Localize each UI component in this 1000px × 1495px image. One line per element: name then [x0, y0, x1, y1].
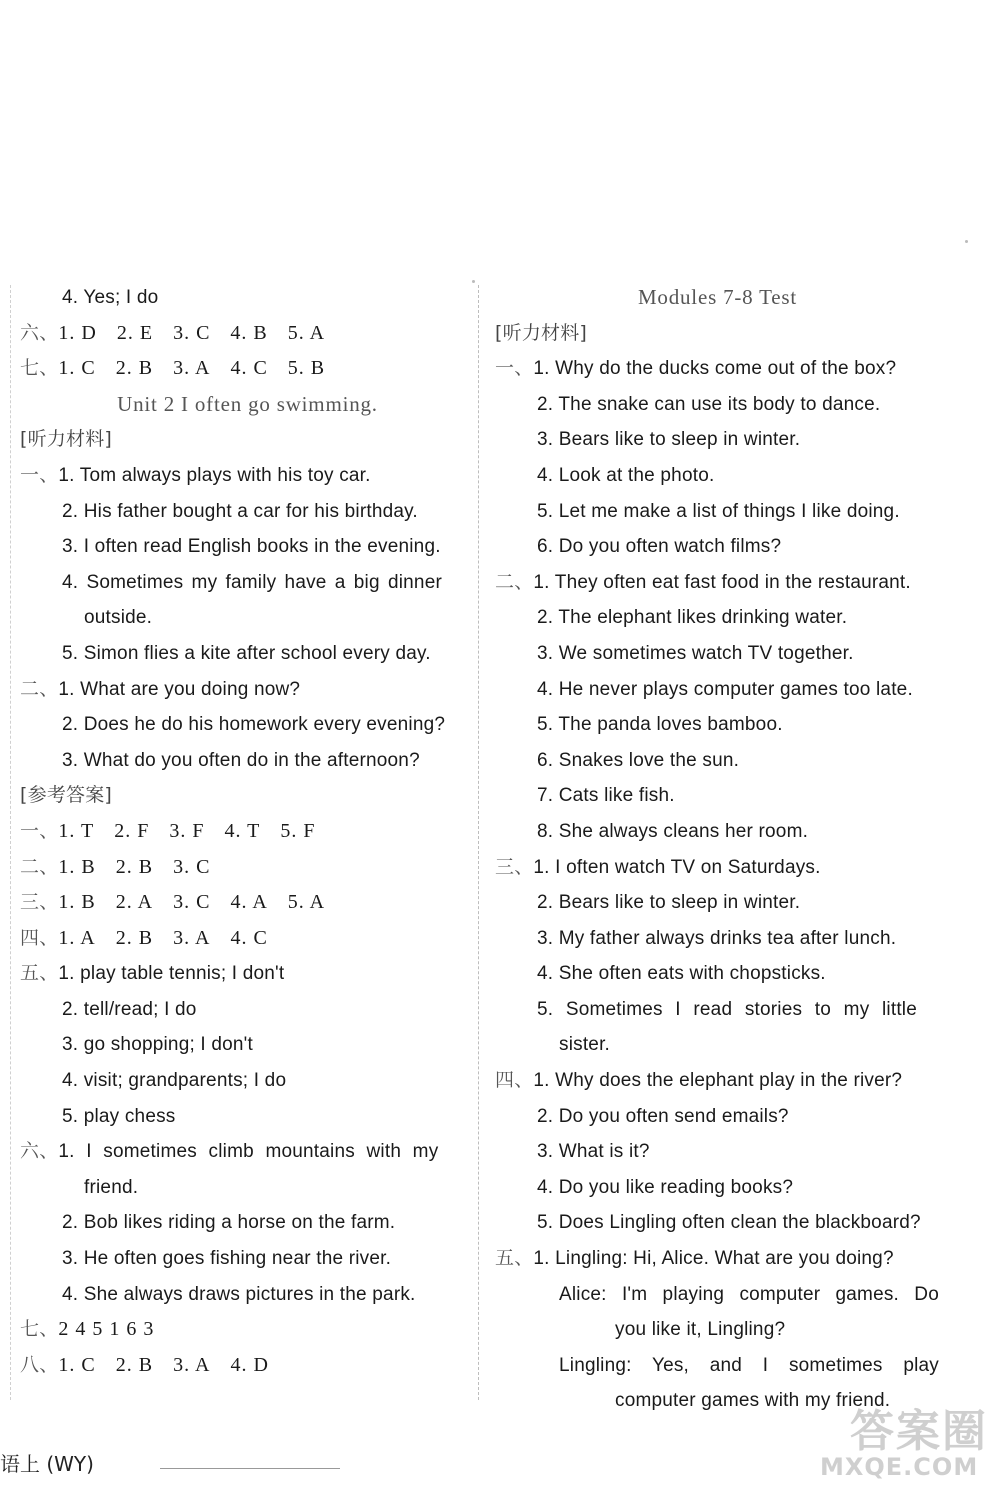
line-text: computer games with my friend. [615, 1390, 891, 1412]
answer-row [20, 1312, 475, 1348]
text-line [20, 280, 475, 316]
answer-item: 2 4 5 1 6 3 [58, 1318, 155, 1341]
text-line [20, 494, 475, 530]
line-text: 2. Does he do his homework every evening? [62, 714, 446, 736]
answer-item: 3. A [173, 926, 211, 949]
line-text: 5. Simon flies a kite after school every day. [62, 642, 431, 664]
line-text: 1. I sometimes climb mountains with my [58, 1141, 439, 1163]
answer-row [20, 885, 475, 921]
answer-item: 3. A [173, 1353, 211, 1376]
question-number-marker: 二、 [20, 855, 59, 878]
question-number-marker: 五、 [20, 962, 59, 985]
answer-item: 2. B [115, 1353, 154, 1376]
page-footer: 语上 (WY) [0, 1452, 94, 1476]
line-text: Alice: I'm playing computer games. Do [559, 1283, 939, 1305]
line-text: 2. Bob likes riding a horse on the farm. [62, 1212, 396, 1234]
section-title: Unit 2 I often go swimming. [117, 391, 378, 416]
answer-item: 2. B [115, 357, 154, 380]
answer-row [20, 814, 475, 850]
text-line [495, 387, 940, 423]
answer-item: 5. F [280, 819, 316, 842]
answer-row [20, 316, 475, 352]
line-text: 6. Do you often watch films? [537, 536, 782, 558]
label-text: [参考答案] [20, 784, 113, 807]
answer-item: 1. A [58, 926, 96, 949]
question-number-marker: 四、 [495, 1069, 534, 1092]
line-text: 5. Let me make a list of things I like doing. [537, 500, 900, 522]
question-number-marker: 二、 [20, 677, 59, 700]
answer-item: 5. B [287, 357, 326, 380]
blank-page-top [0, 0, 1000, 270]
text-line [495, 885, 940, 921]
section-title: Modules 7-8 Test [637, 285, 798, 309]
section-label [495, 316, 940, 352]
answer-item: 3. F [169, 819, 205, 842]
line-text: 3. What do you often do in the afternoon? [62, 749, 420, 771]
text-line [20, 636, 475, 672]
line-text: you like it, Lingling? [615, 1319, 786, 1341]
line-text: 3. go shopping; I don't [62, 1034, 253, 1056]
line-text: 7. Cats like fish. [537, 785, 675, 807]
section-label [20, 778, 475, 814]
text-line [495, 529, 940, 565]
text-line [20, 458, 475, 494]
text-line [495, 1241, 940, 1277]
footer-rule [160, 1468, 340, 1469]
answer-row [20, 1348, 475, 1384]
line-text: friend. [84, 1176, 139, 1198]
text-line [495, 850, 940, 886]
text-line [495, 672, 940, 708]
answer-item: 2. F [114, 819, 150, 842]
answer-item: 1. B [58, 891, 96, 914]
question-number-marker: 七、 [20, 1318, 59, 1341]
line-text: 5. Does Lingling often clean the blackboard? [537, 1212, 921, 1234]
text-line [495, 1277, 940, 1313]
line-text: outside. [84, 607, 153, 629]
text-line [495, 422, 940, 458]
text-line [495, 1027, 940, 1063]
answer-item: 4. A [230, 891, 268, 914]
text-line [495, 707, 940, 743]
line-text: 4. She often eats with chopsticks. [537, 963, 826, 985]
line-text: 1. Lingling: Hi, Alice. What are you doing? [533, 1248, 894, 1270]
answer-item: 5. A [287, 891, 326, 914]
line-text: 2. tell/read; I do [62, 998, 197, 1020]
answer-row [20, 921, 475, 957]
text-line [495, 1348, 940, 1384]
question-number-marker: 三、 [20, 891, 59, 914]
text-line [495, 351, 940, 387]
answer-group [58, 1318, 174, 1340]
left-margin-line [10, 285, 11, 1400]
text-line [495, 1170, 940, 1206]
text-line [20, 1170, 475, 1206]
answer-group [58, 820, 335, 842]
line-text: 2. Do you often send emails? [537, 1105, 789, 1127]
text-line [495, 743, 940, 779]
text-line [20, 600, 475, 636]
column-divider [478, 285, 479, 1400]
text-line [20, 956, 475, 992]
line-text: 3. He often goes fishing near the river. [62, 1248, 392, 1270]
text-line [20, 743, 475, 779]
line-text: 1. What are you doing now? [58, 678, 301, 700]
answer-item: 4. T [224, 819, 261, 842]
text-line [20, 1027, 475, 1063]
answer-item: 2. B [115, 855, 154, 878]
scan-speck [965, 240, 968, 243]
answer-item: 1. C [58, 1353, 96, 1376]
answer-item: 1. B [58, 855, 96, 878]
text-line [20, 565, 475, 601]
answer-group [58, 891, 345, 913]
text-line [495, 636, 940, 672]
line-text: 4. Sometimes my family have a big dinner [62, 571, 442, 593]
answer-item: 5. A [287, 321, 326, 344]
question-number-marker: 六、 [20, 1140, 59, 1163]
text-line [495, 956, 940, 992]
text-line [495, 1063, 940, 1099]
question-number-marker: 一、 [495, 357, 534, 380]
answer-item: 4. D [230, 1353, 269, 1376]
answer-item: 2. E [116, 321, 154, 344]
line-text: sister. [559, 1034, 611, 1056]
line-text: 2. Bears like to sleep in winter. [537, 892, 801, 914]
answer-group [58, 1354, 288, 1376]
line-text: 2. His father bought a car for his birthday. [62, 500, 418, 522]
question-number-marker: 一、 [20, 819, 59, 842]
line-text: 1. Tom always plays with his toy car. [58, 464, 371, 486]
answer-group [58, 357, 345, 379]
answer-group [58, 856, 230, 878]
label-text: [听力材料] [20, 428, 113, 451]
right-column [495, 280, 940, 1419]
question-number-marker: 四、 [20, 926, 59, 949]
line-text: 6. Snakes love the sun. [537, 749, 740, 771]
line-text: Lingling: Yes, and I sometimes play [559, 1354, 939, 1376]
answer-item: 3. A [173, 357, 211, 380]
text-line [495, 921, 940, 957]
line-text: 4. Look at the photo. [537, 464, 715, 486]
answer-item: 1. C [58, 357, 96, 380]
line-text: 2. The elephant likes drinking water. [537, 607, 848, 629]
left-column [20, 280, 475, 1383]
answer-group [58, 322, 345, 344]
line-text: 8. She always cleans her room. [537, 820, 809, 842]
label-text: [听力材料] [495, 321, 588, 344]
text-line [20, 707, 475, 743]
line-text: 3. My father always drinks tea after lunch. [537, 927, 897, 949]
watermark-sub: MXQE.COM [820, 1453, 979, 1481]
line-text: 3. I often read English books in the evening. [62, 536, 441, 558]
line-text: 4. visit; grandparents; I do [62, 1070, 287, 1092]
line-text: 5. The panda loves bamboo. [537, 714, 783, 736]
text-line [20, 672, 475, 708]
text-line [20, 529, 475, 565]
text-line [495, 1205, 940, 1241]
line-text: 1. Why does the elephant play in the river? [533, 1070, 903, 1092]
answer-item: 2. A [115, 891, 154, 914]
text-line [495, 458, 940, 494]
answer-item: 1. T [58, 819, 95, 842]
text-line [20, 1134, 475, 1170]
question-number-marker: 一、 [20, 463, 59, 486]
answer-group [58, 927, 287, 949]
text-line [495, 1312, 940, 1348]
text-line [495, 1134, 940, 1170]
text-line [20, 1063, 475, 1099]
text-line [495, 494, 940, 530]
text-line [495, 814, 940, 850]
question-number-marker: 六、 [20, 321, 59, 344]
text-line [20, 1099, 475, 1135]
line-text: 5. play chess [62, 1105, 176, 1127]
answer-item: 3. C [173, 321, 211, 344]
text-line [20, 1205, 475, 1241]
text-line [495, 1099, 940, 1135]
line-text: 3. What is it? [537, 1141, 650, 1163]
text-line [20, 992, 475, 1028]
line-text: 4. She always draws pictures in the park. [62, 1283, 416, 1305]
text-line [20, 1277, 475, 1313]
watermark-logo [790, 1395, 990, 1490]
question-number-marker: 三、 [495, 855, 534, 878]
line-text: 1. play table tennis; I don't [58, 963, 285, 985]
answer-item: 2. B [115, 926, 154, 949]
answer-item: 1. D [58, 321, 97, 344]
line-text: 3. Bears like to sleep in winter. [537, 429, 801, 451]
question-number-marker: 二、 [495, 570, 534, 593]
text-line [495, 565, 940, 601]
text-line [495, 600, 940, 636]
line-text: 2. The snake can use its body to dance. [537, 393, 881, 415]
line-text: 5. Sometimes I read stories to my little [537, 998, 917, 1020]
question-number-marker: 八、 [20, 1353, 59, 1376]
answer-item: 4. C [230, 926, 268, 949]
line-text: 1. I often watch TV on Saturdays. [533, 856, 821, 878]
section-label [20, 422, 475, 458]
answer-item: 3. C [173, 855, 211, 878]
line-text: 3. We sometimes watch TV together. [537, 642, 854, 664]
line-text: 4. He never plays computer games too late. [537, 678, 913, 700]
question-number-marker: 七、 [20, 357, 59, 380]
line-text: 1. They often eat fast food in the restaurant. [533, 571, 911, 593]
answer-row [20, 850, 475, 886]
text-line [20, 1241, 475, 1277]
question-number-marker: 五、 [495, 1247, 534, 1270]
text-line [495, 778, 940, 814]
answer-item: 3. C [173, 891, 211, 914]
answer-row [20, 351, 475, 387]
line-text: 4. Yes; I do [62, 287, 159, 308]
watermark-title: 答案圈 [850, 1406, 988, 1457]
text-line [495, 992, 940, 1028]
line-text: 1. Why do the ducks come out of the box? [533, 358, 897, 380]
answer-item: 4. B [230, 321, 268, 344]
line-text: 4. Do you like reading books? [537, 1176, 794, 1198]
answer-item: 4. C [230, 357, 268, 380]
